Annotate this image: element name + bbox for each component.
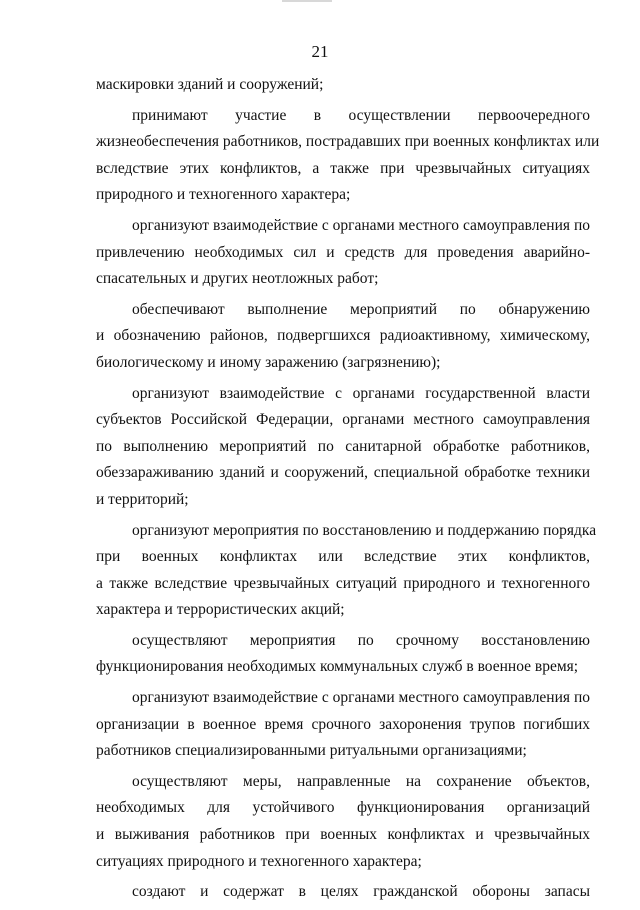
text-line: работников специализированными ритуальными организациями;: [96, 742, 527, 760]
paragraph: [96, 381, 590, 514]
text-line: и обозначению районов, подвергшихся радиоактивному, химическому,: [96, 327, 590, 345]
text-line: биологическому и иному заражению (загрязнению);: [96, 353, 441, 371]
text-line: организуют взаимодействие с органами местного самоуправления по: [132, 216, 590, 234]
paragraph: [96, 297, 590, 377]
text-line: обеззараживанию зданий и сооружений, специальной обработке техники: [96, 464, 590, 482]
text-line: привлечению необходимых сил и средств для проведения аварийно-: [96, 243, 590, 261]
text-line: маскировки зданий и сооружений;: [96, 76, 324, 93]
text-line: субъектов Российской Федерации, органами местного самоуправления: [96, 411, 590, 429]
text-line: характера и террористических акций;: [96, 601, 345, 619]
text-line: ситуациях природного и техногенного характера;: [96, 852, 422, 870]
paragraph: [96, 72, 590, 99]
text-line: организации в военное время срочного захоронения трупов погибших: [96, 715, 590, 733]
text-line: природного и техногенного характера;: [96, 186, 351, 204]
text-line: осуществляют меры, направленные на сохранение объектов,: [132, 772, 590, 790]
text-line: организуют взаимодействие с органами местного самоуправления по: [132, 689, 590, 707]
text-line: вследствие этих конфликтов, а также при чрезвычайных ситуациях: [96, 159, 590, 177]
text-line: создают и содержат в целях гражданской обороны запасы: [132, 883, 590, 901]
text-line: принимают участие в осуществлении первоочередного: [132, 106, 590, 124]
text-line: обеспечивают выполнение мероприятий по обнаружению: [132, 300, 590, 318]
document-body: [96, 72, 600, 910]
paragraph: [96, 213, 590, 293]
scan-edge-mark: [282, 0, 332, 2]
text-line: осуществляют мероприятия по срочному восстановлению: [132, 631, 590, 649]
paragraph: [96, 518, 597, 624]
paragraph: [96, 685, 590, 765]
paragraph: [96, 103, 600, 209]
text-line: и выживания работников при военных конфликтах и чрезвычайных: [96, 826, 590, 844]
page-number: 21: [311, 42, 329, 61]
paragraph: [96, 628, 590, 681]
text-line: организуют взаимодействие с органами государственной власти: [132, 384, 590, 402]
text-line: при военных конфликтах или вследствие этих конфликтов,: [96, 548, 590, 566]
text-line: организуют мероприятия по восстановлению и поддержанию порядка: [132, 521, 597, 539]
text-line: спасательных и других неотложных работ;: [96, 270, 379, 288]
text-line: необходимых для устойчивого функционирования организаций: [96, 799, 590, 817]
text-line: и территорий;: [96, 490, 189, 508]
text-line: по выполнению мероприятий по санитарной обработке работников,: [96, 437, 590, 455]
text-line: а также вследствие чрезвычайных ситуаций природного и техногенного: [96, 574, 590, 592]
paragraph: [96, 769, 590, 875]
text-line: жизнеобеспечения работников, пострадавших при военных конфликтах или: [96, 133, 600, 151]
text-line: функционирования необходимых коммунальных служб в военное время;: [96, 658, 579, 676]
paragraph: [96, 879, 590, 906]
